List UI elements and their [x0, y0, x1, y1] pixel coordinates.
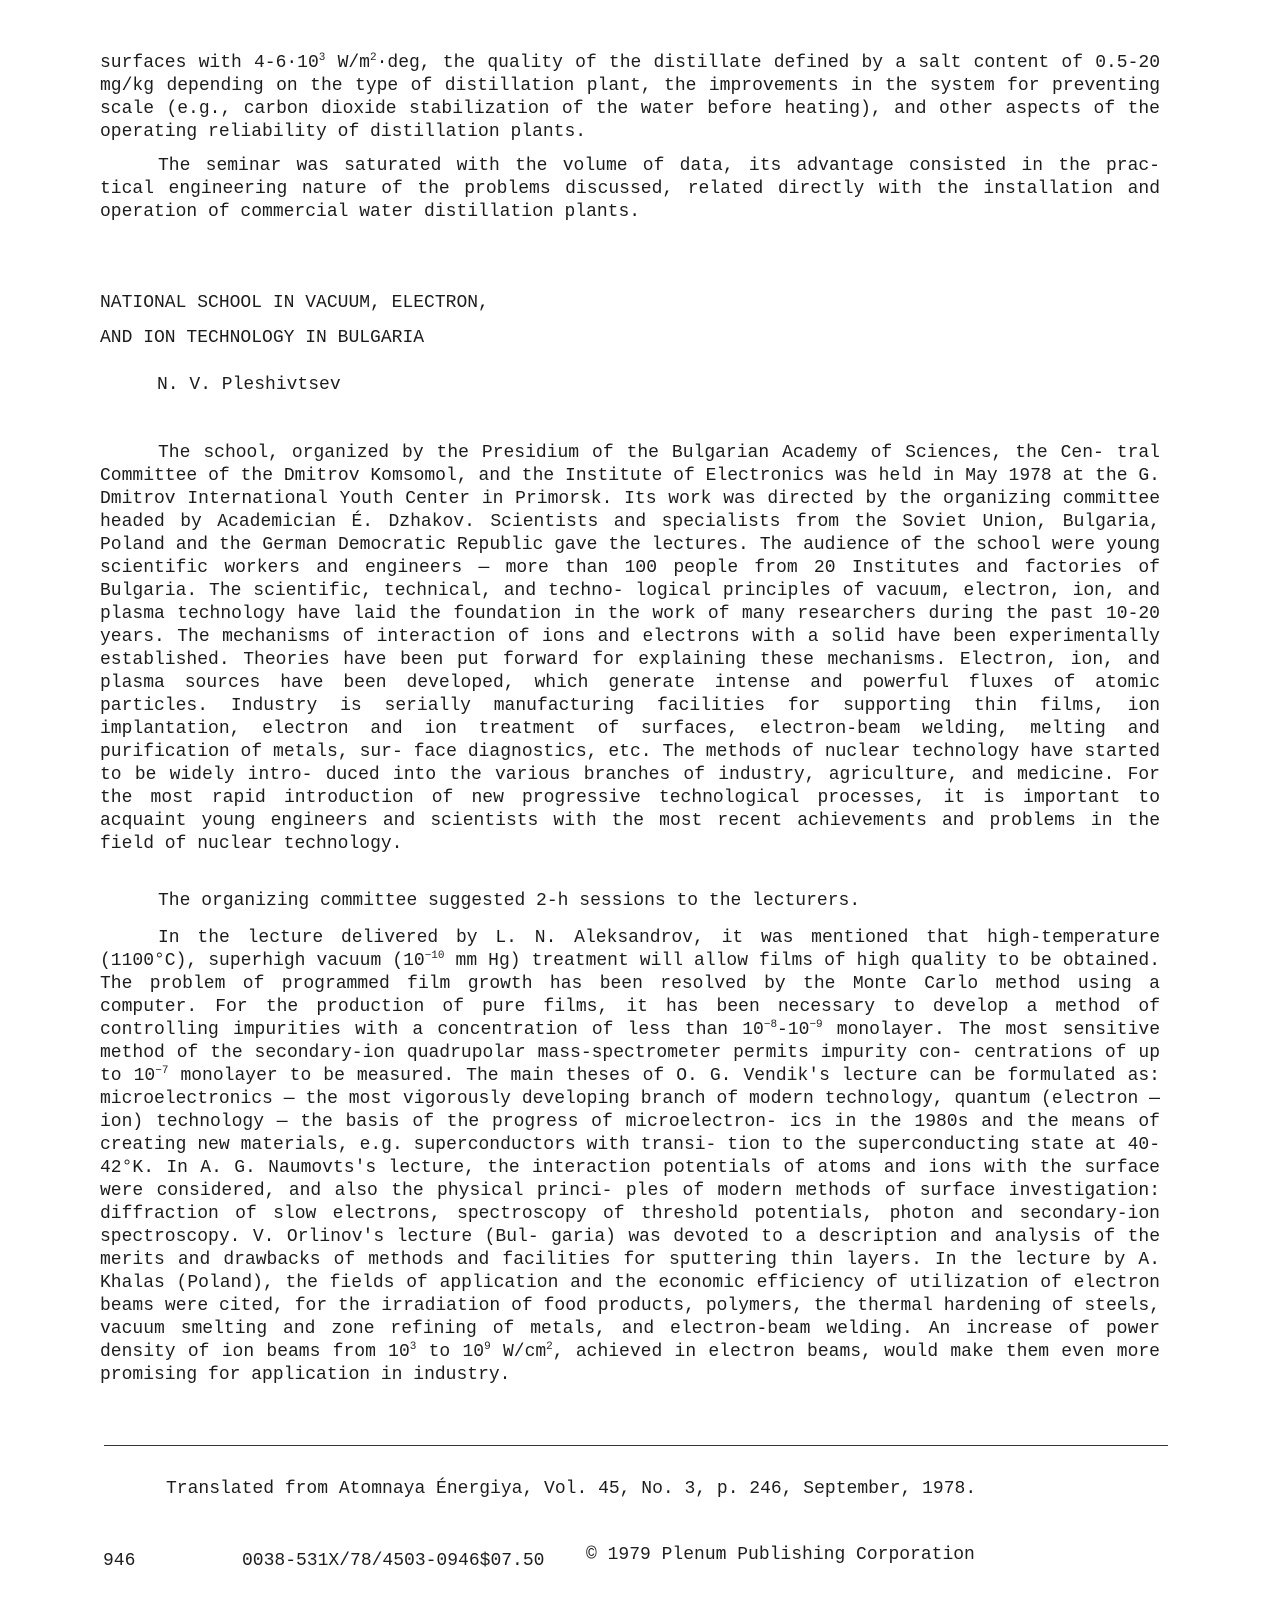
article-title-line-2: AND ION TECHNOLOGY IN BULGARIA [100, 328, 425, 348]
paragraph [100, 927, 1160, 1387]
text-line: The audience of the school were young scientific workers and engineers — more than 100 [100, 535, 1160, 578]
text-line: tion to the superconducting state at 40-42°K. In A. G. Naumovts's lecture, the interaction [100, 1135, 1161, 1178]
text-line: zone refining of metals, and electron-beam welding. An increase of power density of ion [100, 1319, 1160, 1362]
text-line: face diagnostics, etc. The methods of nuclear technology have started to be widely intro- [100, 742, 1160, 785]
text-line: can be formulated as: microelectronics — the most vigorously developing branch of modern [100, 1066, 1160, 1109]
text-line: for application in industry. [208, 1365, 511, 1385]
text-line: obtained. The problem of programmed film growth has been resolved by the Monte Carlo method [100, 951, 1160, 994]
text-line: facilities for sputtering thin layers. In the lecture by A. Khalas (Poland), the fields of [100, 1250, 1160, 1293]
paragraph [100, 890, 1160, 913]
text-line: The organizing committee suggested 2-h sessions to the lecturers. [158, 891, 861, 911]
paragraph [100, 442, 1160, 856]
text-line: for preventing scale (e.g., carbon dioxide stabilization of the water before heating), and [100, 76, 1160, 119]
text-line: people from 20 Institutes and factories of Bulgaria. The scientific, technical, and techno- [100, 558, 1160, 601]
translation-footnote: Translated from Atomnaya Énergiya, Vol. 45, No. 3, p. 246, September, 1978. [166, 1479, 977, 1499]
article-author: N. V. Pleshivtsev [157, 375, 341, 395]
text-line: most sensitive method of the secondary-ion quadrupolar mass-spectrometer permits impurity con- [100, 1020, 1160, 1063]
text-line: introduction of new progressive technological processes, it is important to acquaint young [100, 788, 1160, 831]
paragraph [100, 155, 1160, 224]
text-line: irradiation of food products, polymers, the thermal hardening of steels, vacuum smelting and [100, 1296, 1160, 1339]
text-line: method of controlling impurities with a concentration of less than $10^{-8}-10^{-9}$ monolayer. The [100, 997, 1160, 1040]
body-paragraph-2 [100, 890, 1160, 913]
text-line: other aspects of the operating reliability of distillation plants. [100, 99, 1160, 142]
text-line: developed, which generate intense and powerful fluxes of atomic particles. Industry is [100, 673, 1160, 716]
body-paragraph-1 [100, 442, 1160, 856]
intro-paragraph-2 [100, 155, 1160, 224]
text-line: In the lecture delivered by L. N. Aleksandrov, it was mentioned that high-temperature [158, 928, 1160, 948]
text-line: the Soviet Union, Bulgaria, Poland and the German Democratic Republic gave the lectures. [100, 512, 1160, 555]
text-line: The school, organized by the Presidium of the Bulgarian Academy of Sciences, the Cen- [158, 443, 1104, 463]
text-line: serially manufacturing facilities for supporting thin films, ion implantation, electron and [100, 696, 1160, 739]
text-line: logical principles of vacuum, electron, ion, and plasma technology have laid the foundation [100, 581, 1161, 624]
footnote-divider [104, 1445, 1168, 1446]
text-line: centrations of up to $10^{-7}$ monolayer to be measured. The main theses of O. G. Vendik's lecture [100, 1043, 1160, 1086]
text-line: put forward for explaining these mechanisms. Electron, ion, and plasma sources have been [100, 650, 1160, 693]
intro-paragraph-1 [100, 52, 1160, 144]
text-line: ples of modern methods of surface investigation: diffraction of slow electrons, spectroscopy [100, 1181, 1160, 1224]
text-line: potentials of atoms and ions with the surface were considered, and also the physical princi- [100, 1158, 1160, 1201]
page-number: 946 [103, 1551, 136, 1571]
text-line: surfaces with $4-6\cdot 10^3$ $W/m^2\cdot deg$, the quality of the distillate defined by a salt content of [100, 52, 1083, 73]
text-line: garia) was devoted to a description and analysis of the merits and drawbacks of methods and [100, 1227, 1160, 1270]
text-line: engineers and scientists with the most recent achievements and problems in the field of [100, 811, 1160, 854]
text-line: tral Committee of the Dmitrov Komsomol, and the Institute of Electronics was held in May [100, 443, 1160, 486]
text-line: technology, quantum (electron — ion) technology — the basis of the progress of microelectron- [100, 1089, 1160, 1132]
text-line: using a computer. For the production of pure films, it has been necessary to develop a [100, 974, 1160, 1017]
text-line: (1100°C), superhigh vacuum ($10^{-10}$ mm Hg) treatment will allow films of high quality to be [100, 950, 1052, 971]
text-line: of ions and electrons with a solid have been experimentally established. Theories have been [100, 627, 1160, 670]
text-line: 1978 at the G. Dmitrov International Youth Center in Primorsk. Its work was directed by [100, 466, 1160, 509]
text-line: application and the economic efficiency of utilization of electron beams were cited, for the [100, 1273, 1160, 1316]
article-title-line-1: NATIONAL SCHOOL IN VACUUM, ELECTRON, [100, 293, 489, 313]
text-line: The seminar was saturated with the volume of data, its advantage consisted in the prac- [158, 156, 1160, 176]
body-paragraph-3 [100, 927, 1160, 1387]
text-line: and operation of commercial water distillation plants. [100, 179, 1160, 222]
text-line: ics in the 1980s and the means of creating new materials, e.g. superconductors with transi- [100, 1112, 1160, 1155]
text-line: ion treatment of surfaces, electron-beam welding, melting and purification of metals, sur- [100, 719, 1160, 762]
paragraph [100, 52, 1160, 144]
text-line: duced into the various branches of industry, agriculture, and medicine. For the most rapid [100, 765, 1160, 808]
text-line: the organizing committee headed by Academician É. Dzhakov. Scientists and specialists from [100, 489, 1160, 532]
text-line: tical engineering nature of the problems discussed, related directly with the installation [100, 179, 1114, 199]
text-line: beams from $10^3$ to $10^9$ $W/cm^2$, achieved in electron beams, would make them even more promising [100, 1341, 1160, 1385]
text-line: in the work of many researchers during the past 10-20 years. The mechanisms of interaction [100, 604, 1160, 647]
copyright-notice: © 1979 Plenum Publishing Corporation [586, 1545, 975, 1565]
text-line: 0.5-20 mg/kg depending on the type of distillation plant, the improvements in the system [100, 53, 1160, 96]
article-code: 0038-531X/78/4503-0946$07.50 [242, 1551, 545, 1571]
text-line: of threshold potentials, photon and secondary-ion spectroscopy. V. Orlinov's lecture (Bul- [100, 1204, 1160, 1247]
text-line: nuclear technology. [197, 834, 403, 854]
